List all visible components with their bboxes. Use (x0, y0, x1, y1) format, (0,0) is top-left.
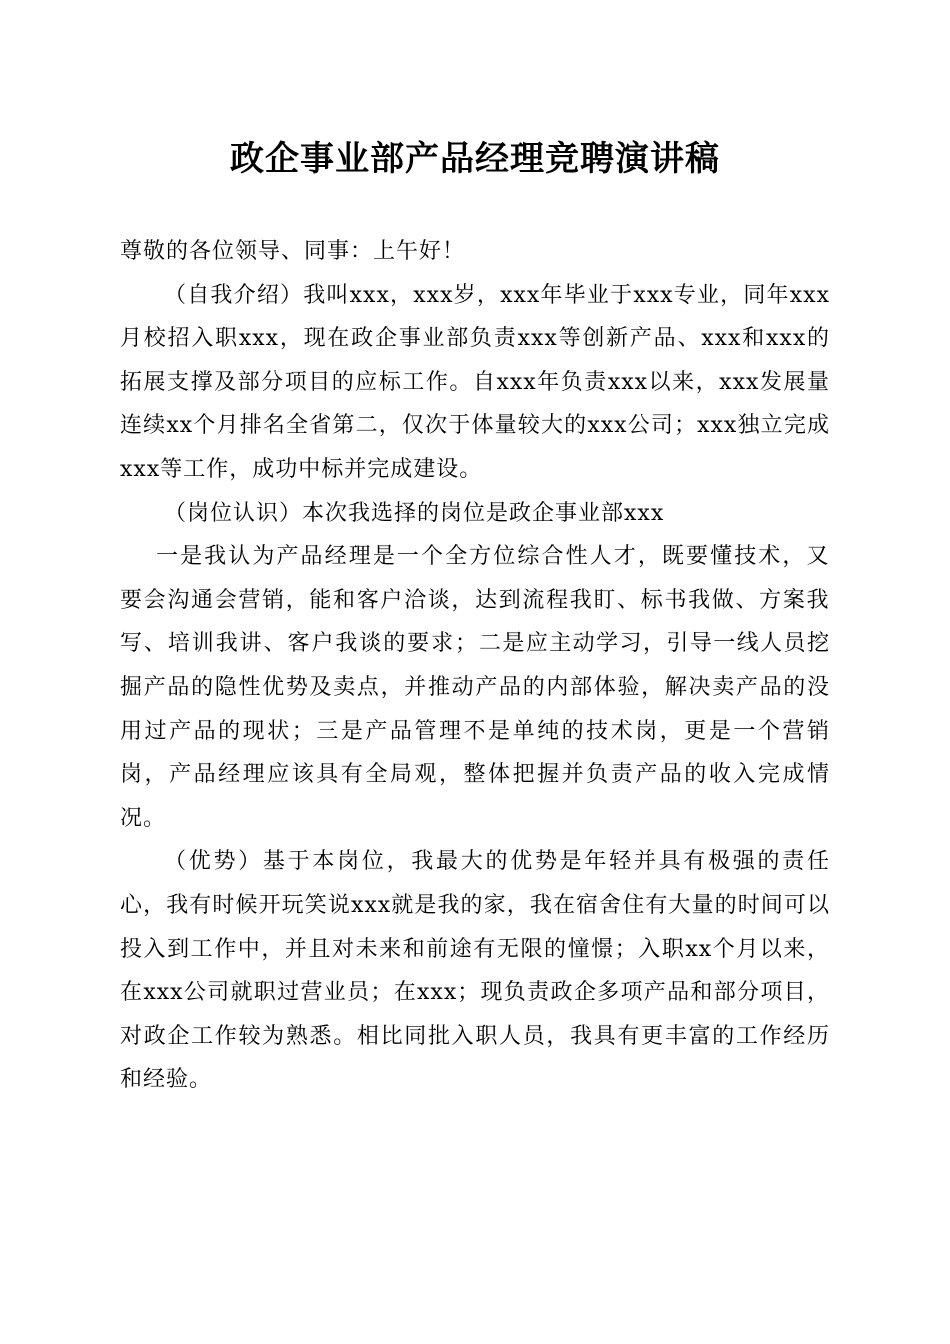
paragraph-position-understanding (120, 535, 830, 840)
paragraph-advantage: （优势）基于本岗位，我最大的优势是年轻并具有极强的责任心，我有时候开玩笑说xxx就是我的家，我在宿舍住有大量的时间可以投入到工作中，并且对未来和前途有无限的憧憬；入职xx个月以来，在xxx公司就职过营业员；在xxx；现负责政企多项产品和部分项目，对政企工作较为熟悉。相比同批入职人员，我具有更丰富的工作经历和经验。 (120, 849, 830, 1093)
document-title: 政企事业部产品经理竞聘演讲稿 (230, 139, 720, 179)
position-points-rest: 二是应主动学习，引导一线人员挖掘产品的隐性优势及卖点，并推动产品的内部体验，解决卖产品的没用过产品的现状；三是产品管理不是单纯的技术岗，更是一个营销岗，产品经理应该具有全局观，整体把握并负责产品的收入完成情况。 (120, 631, 830, 831)
position-points-emphasis: 一是我认为产品经理是一个全方位综合性人才，既要懂技术，又要会沟通会营销，能和客户洽谈，达到流程我盯、标书我做、方案我写、培训我讲、客户我谈的要求； (120, 544, 830, 657)
document-body (120, 230, 830, 1102)
paragraph-position-heading: （岗位认识）本次我选择的岗位是政企事业部xxx (164, 500, 665, 526)
greeting: 尊敬的各位领导、同事：上午好！ (120, 239, 466, 264)
paragraph-self-introduction: （自我介绍）我叫xxx，xxx岁，xxx年毕业于xxx专业，同年xxx月校招入职xxx，现在政企事业部负责xxx等创新产品、xxx和xxx的拓展支撑及部分项目的应标工作。自xxx年负责xxx以来，xxx发展量连续xx个月排名全省第二，仅次于体量较大的xxx公司；xxx独立完成xxx等工作，成功中标并完成建设。 (120, 282, 830, 482)
